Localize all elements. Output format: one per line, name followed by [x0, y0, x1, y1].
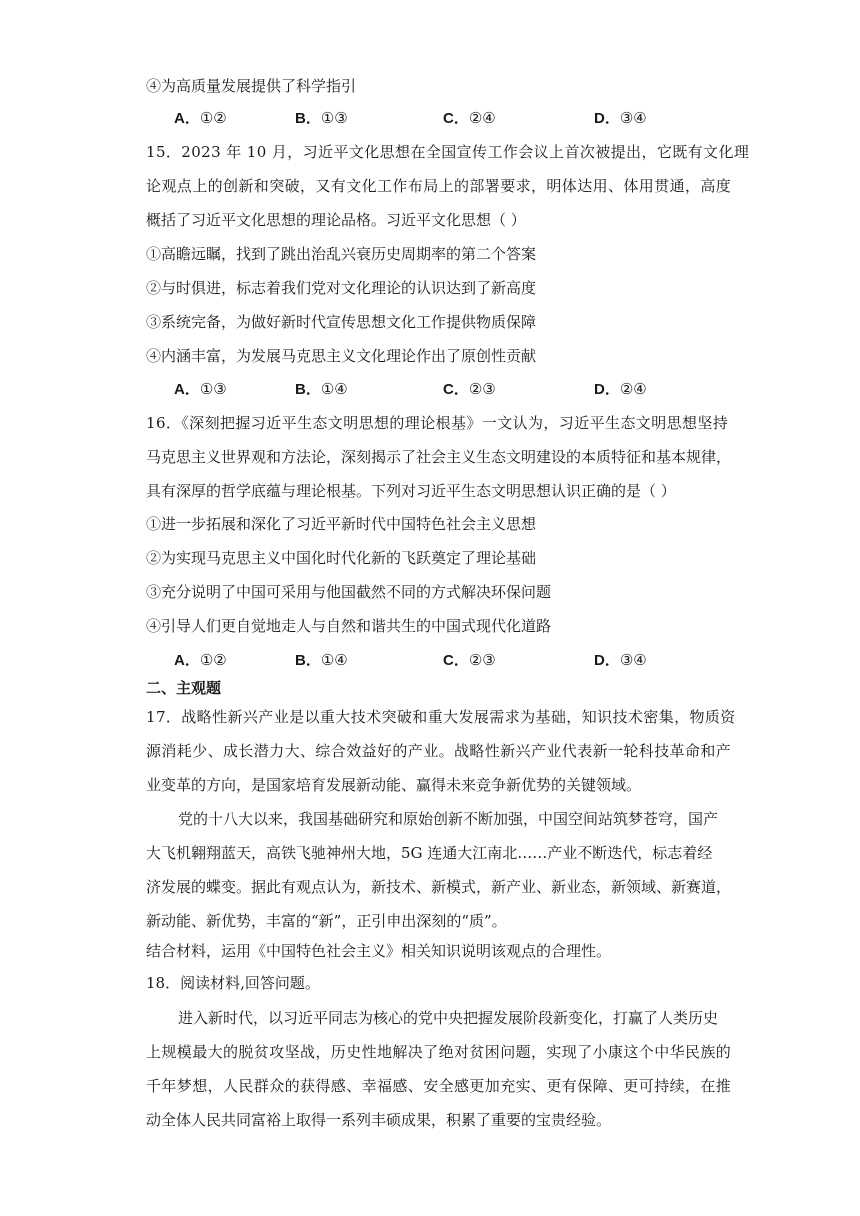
- q16-option-c[interactable]: C．②③: [443, 651, 496, 669]
- q15-stem-line-2: 论观点上的创新和突破，又有文化工作布局上的部署要求，明体达用、体用贯通，高度: [146, 177, 732, 195]
- q14-option-d[interactable]: D．③④: [594, 109, 647, 127]
- q16-option-a[interactable]: A．①②: [174, 651, 227, 669]
- q17-material-line-4: 新动能、新优势，丰富的“新”，正引申出深刻的“质”。: [146, 912, 507, 930]
- q18-material-line-4: 动全体人民共同富裕上取得一系列丰硕成果，积累了重要的宝贵经验。: [146, 1111, 612, 1129]
- q15-statement-3: ③系统完备，为做好新时代宣传思想文化工作提供物质保障: [146, 313, 537, 331]
- q14-option-c[interactable]: C．②④: [443, 109, 496, 127]
- q17-material-line-2: 大飞机翱翔蓝天，高铁飞驰神州大地，5G 连通大江南北……产业不断迭代，标志着经: [146, 844, 713, 862]
- q17-task: 结合材料，运用《中国特色社会主义》相关知识说明该观点的合理性。: [146, 942, 612, 960]
- q15-stem-line-1: 15．2023 年 10 月，习近平文化思想在全国宣传工作会议上首次被提出，它既有文化理: [146, 143, 750, 161]
- section-heading-subjective: 二、主观题: [146, 680, 222, 697]
- q16-option-b[interactable]: B．①④: [295, 651, 348, 669]
- q15-statement-4: ④内涵丰富，为发展马克思主义文化理论作出了原创性贡献: [146, 347, 537, 365]
- q17-material-line-3: 济发展的蝶变。据此有观点认为，新技术、新模式，新产业、新业态，新领域、新赛道，: [146, 878, 732, 896]
- q15-option-a[interactable]: A．①③: [174, 380, 227, 398]
- q15-options: [174, 378, 694, 402]
- q16-statement-4: ④引导人们更自觉地走人与自然和谐共生的中国式现代化道路: [146, 617, 552, 635]
- q16-stem-line-1: 16．《深刻把握习近平生态文明思想的理论根基》一文认为，习近平生态文明思想坚持: [146, 414, 729, 432]
- q17-stem-line-1: 17．战略性新兴产业是以重大技术突破和重大发展需求为基础，知识技术密集，物质资: [146, 708, 736, 726]
- q15-statement-2: ②与时俱进，标志着我们党对文化理论的认识达到了新高度: [146, 279, 537, 297]
- q18-title: 18．阅读材料,回答问题。: [146, 974, 320, 992]
- q15-statement-1: ①高瞻远瞩，找到了跳出治乱兴衰历史周期率的第二个答案: [146, 245, 537, 263]
- q16-stem-line-3: 具有深厚的哲学底蕴与理论根基。下列对习近平生态文明思想认识正确的是（ ）: [146, 482, 676, 500]
- q17-stem-line-3: 业变革的方向，是国家培育发展新动能、赢得未来竞争新优势的关键领域。: [146, 776, 642, 794]
- q16-statement-1: ①进一步拓展和深化了习近平新时代中国特色社会主义思想: [146, 515, 537, 533]
- q14-option-b[interactable]: B．①③: [295, 109, 348, 127]
- q16-option-d[interactable]: D．③④: [594, 651, 647, 669]
- q16-stem-line-2: 马克思主义世界观和方法论，深刻揭示了社会主义生态文明建设的本质特征和基本规律，: [146, 448, 732, 466]
- q16-statement-2: ②为实现马克思主义中国化时代化新的飞跃奠定了理论基础: [146, 549, 537, 567]
- q14-options: [174, 107, 694, 131]
- q14-option-a[interactable]: A．①②: [174, 109, 227, 127]
- q16-options: [174, 649, 694, 673]
- q14-statement-4: ④为高质量发展提供了科学指引: [146, 77, 357, 95]
- q18-material-line-1: 进入新时代，以习近平同志为核心的党中央把握发展阶段新变化，打赢了人类历史: [178, 1009, 719, 1027]
- q17-stem-line-2: 源消耗少、成长潜力大、综合效益好的产业。战略性新兴产业代表新一轮科技革命和产: [146, 742, 732, 760]
- q15-option-d[interactable]: D．②④: [594, 380, 647, 398]
- q16-statement-3: ③充分说明了中国可采用与他国截然不同的方式解决环保问题: [146, 583, 552, 601]
- q18-material-line-2: 上规模最大的脱贫攻坚战，历史性地解决了绝对贫困问题，实现了小康这个中华民族的: [146, 1043, 732, 1061]
- q15-option-b[interactable]: B．①④: [295, 380, 348, 398]
- q15-option-c[interactable]: C．②③: [443, 380, 496, 398]
- q17-material-line-1: 党的十八大以来，我国基础研究和原始创新不断加强，中国空间站筑梦苍穹，国产: [178, 810, 719, 828]
- q15-stem-line-3: 概括了习近平文化思想的理论品格。习近平文化思想（ ）: [146, 211, 526, 229]
- q18-material-line-3: 千年梦想，人民群众的获得感、幸福感、安全感更加充实、更有保障、更可持续，在推: [146, 1077, 732, 1095]
